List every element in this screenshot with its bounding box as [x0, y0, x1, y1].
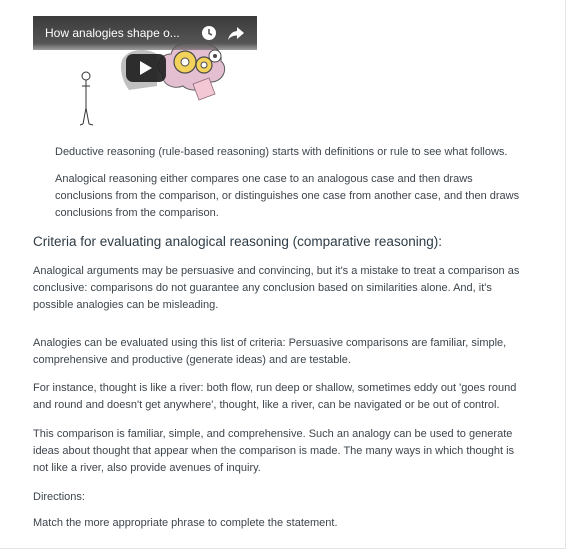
paragraph-line: Deductive reasoning (rule-based reasoning) starts with definitions or rule to see what follows. [55, 146, 508, 158]
paragraph-line: ideas about thought that appear when the comparison is made. The many ways in which thought is [33, 445, 515, 457]
criteria-heading: Criteria for evaluating analogical reasoning (comparative reasoning): [33, 234, 442, 249]
paragraph-line: conclusions from the comparison, or distinguishes one case from another case, and then draws [55, 190, 520, 202]
paragraph-line: conclusive: comparisons do not guarantee any conclusion based on similarities alone. And, it's [33, 282, 492, 294]
paragraph-line: For instance, thought is like a river: both flow, run deep or shallow, sometimes eddy out 'goes round [33, 382, 517, 394]
play-button[interactable] [126, 54, 166, 82]
deductive-paragraph [55, 144, 560, 161]
comparison-paragraph [33, 426, 558, 477]
paragraph-line: comprehensive and productive (generate ideas) and are testable. [33, 354, 351, 366]
video-player[interactable] [33, 16, 257, 142]
paragraph-line: not like a river, also provide avenues of inquiry. [33, 462, 261, 474]
play-icon [139, 61, 153, 75]
directions-label: Directions: [33, 491, 85, 503]
paragraph-line: conclusions from the comparison. [55, 207, 219, 219]
paragraph-line: Analogical arguments may be persuasive and convincing, but it's a mistake to treat a comparison as [33, 265, 520, 277]
paragraph-line: This comparison is familiar, simple, and comprehensive. Such an analogy can be used to generate [33, 428, 513, 440]
paragraph-line: Analogical reasoning either compares one case to an analogous case and then draws [55, 173, 473, 185]
instruction-text: Match the more appropriate phrase to complete the statement. [33, 517, 338, 529]
paragraph-line: Analogies can be evaluated using this list of criteria: Persuasive comparisons are familiar, simple, [33, 337, 507, 349]
analogical-paragraph [55, 171, 560, 222]
persuasive-paragraph [33, 263, 558, 314]
video-title[interactable]: How analogies shape o... [45, 26, 180, 40]
paragraph-line: and round and doesn't get anywhere', thought, like a river, can be navigated or be out of control. [33, 399, 500, 411]
clock-icon[interactable] [201, 25, 217, 41]
paragraph-line: possible analogies can be misleading. [33, 299, 219, 311]
criteria-paragraph [33, 335, 558, 369]
river-example-paragraph [33, 380, 558, 414]
share-icon[interactable] [227, 25, 245, 41]
